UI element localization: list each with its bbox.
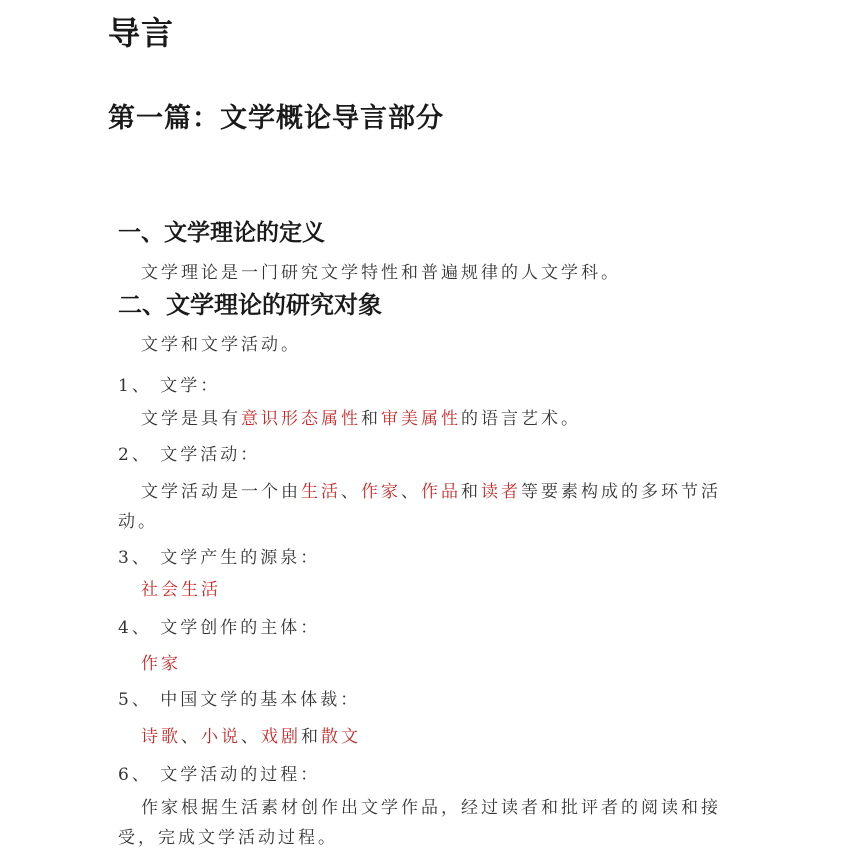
section-heading-definition: 一、文学理论的定义 [118,220,325,246]
text-segment: 、 [241,727,261,747]
section-heading-object: 二、文学理论的研究对象 [118,291,382,319]
text-segment: 、 [181,727,201,747]
item-heading-source: 3、 文学产生的源泉： [118,548,321,568]
highlight-term: 散文 [321,727,361,747]
definition-text: 文学理论是一门研究文学特性和普遍规律的人文学科。 [141,263,621,283]
text-segment: 文学是具有 [141,409,241,429]
item-heading-process: 6、 文学活动的过程： [118,765,321,785]
page-title: 导言 [108,14,175,52]
highlight-term: 作品 [421,482,461,502]
text-segment: 、 [341,482,361,502]
text-segment: 的语言艺术。 [461,409,581,429]
item-text-process: 作家根据生活素材创作出文学作品，经过读者和批评者的阅读和接受，完成文学活动过程。 [118,798,721,848]
item-heading-genres: 5、 中国文学的基本体裁： [118,690,361,710]
item-heading-literature: 1、 文学： [118,376,221,396]
object-text: 文学和文学活动。 [141,335,301,355]
highlight-term: 小说 [201,727,241,747]
text-segment: 、 [401,482,421,502]
item-answer-subject: 作家 [141,654,181,674]
highlight-term: 生活 [301,482,341,502]
text-segment: 等要素构成的多环节活动。 [118,482,721,532]
highlight-term: 戏剧 [261,727,301,747]
text-segment: 和 [301,727,321,747]
item-heading-subject: 4、 文学创作的主体： [118,618,321,638]
highlight-term: 意识形态属性 [241,409,361,429]
item-text-literature [141,404,581,429]
item-answer-source: 社会生活 [141,580,221,600]
highlight-term: 诗歌 [141,727,181,747]
text-segment: 文学活动是一个由 [141,482,301,502]
highlight-term: 审美属性 [381,409,461,429]
item-text-genres [141,722,361,747]
item-text-literary-activity [118,477,738,537]
part-title: 第一篇：文学概论导言部分 [108,103,444,134]
item-heading-literary-activity: 2、 文学活动： [118,445,261,465]
highlight-term: 作家 [361,482,401,502]
highlight-term: 读者 [481,482,521,502]
text-segment: 和 [461,482,481,502]
text-segment: 和 [361,409,381,429]
